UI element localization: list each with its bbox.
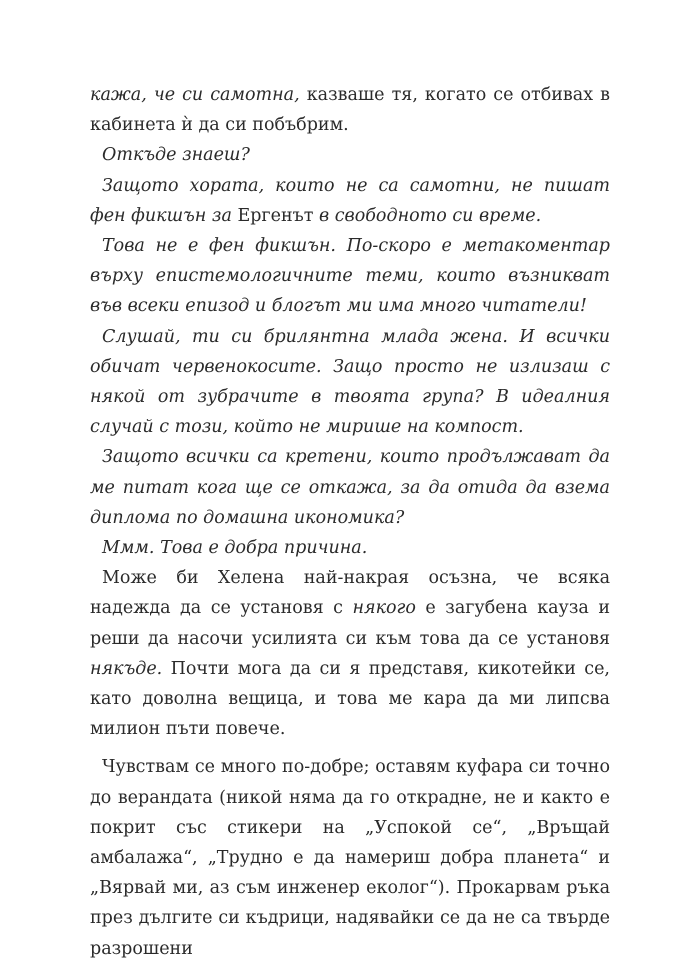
italic-text: Ммм. Това е добра причина. (102, 538, 368, 559)
italic-text: Откъде знаеш? (102, 145, 250, 166)
paragraph (90, 442, 610, 533)
italic-text: кажа, че си самотна, (90, 85, 300, 105)
text-run: е загубена кауза и реши да насочи усилията си към това да се установя (90, 598, 610, 649)
text-run: Може би Хелена най-накрая осъзна, че всяка надежда да се установя с (90, 568, 610, 619)
paragraph (90, 563, 610, 744)
italic-text: Защото хората, които не са самотни, не пишат фен фикшън за (90, 175, 610, 226)
paragraph (90, 80, 610, 140)
italic-text: Това не е фен фикшън. По-скоро е метакоментар върху епистемологичните теми, които възникват във всеки епизод и блогът ми има много читатели! (90, 236, 610, 317)
body-text (90, 80, 610, 964)
text-run: Чувствам се много по-добре; оставям куфара си точно до верандата (никой няма да го открадне, не и както е покрит със стикери на „Успокой се“, „Връщай амбалажа“, „Трудно е да намериш добра планета“ и „Вярвай ми, аз съм инженер еколог“). Прокарвам ръка през дългите си къдрици, надявайки се да не са твърде разрошени (90, 757, 610, 959)
text-run: Почти мога да си я представя, кикотейки се, като доволна вещица, и това ме кара да ми липсва милион пъти повече. (90, 658, 610, 740)
text-run: казваше тя, когато се отбивах в кабинета ѝ да си побъбрим. (90, 85, 610, 136)
paragraph (90, 322, 610, 443)
paragraph (90, 533, 610, 563)
italic-text: в свободното си време. (313, 205, 542, 226)
text-run: Ергенът (237, 205, 314, 226)
italic-text: Защото всички са кретени, които продължават да ме питат кога ще се откажа, за да отида да взема диплома по домашна икономика? (90, 447, 610, 528)
italic-text: Слушай, ти си брилянтна млада жена. И всички обичат червенокосите. Защо просто не излизаш с някой от зубрачите в твоята група? В идеалния случай с този, който не мирише на компост. (90, 326, 610, 438)
paragraph (90, 752, 610, 963)
paragraph (90, 171, 610, 231)
paragraph (90, 140, 610, 170)
italic-text: някого (352, 598, 416, 619)
paragraph (90, 231, 610, 322)
italic-text: някъде. (90, 658, 163, 679)
